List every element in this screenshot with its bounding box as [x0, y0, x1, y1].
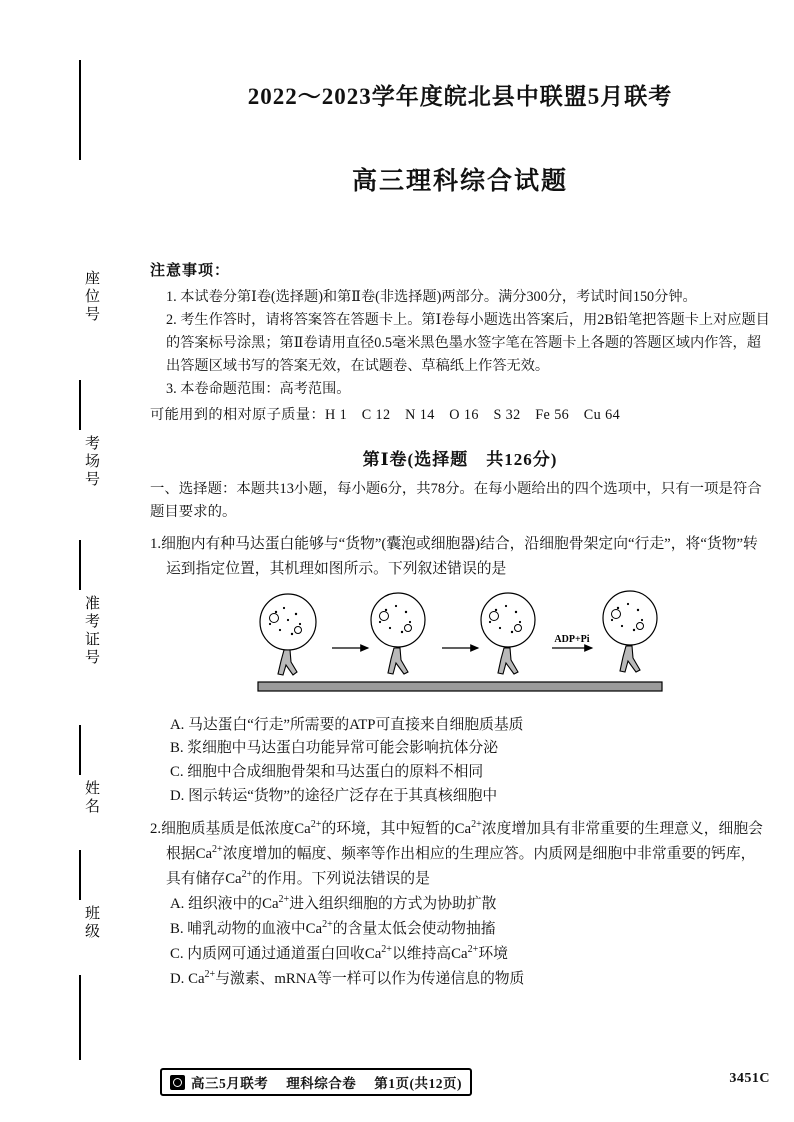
footer-page-label: 第1页(共12页) [374, 1076, 462, 1091]
section-intro: 一、选择题：本题共13小题，每小题6分，共78分。在每小题给出的四个选项中，只有一项是符合题目要求的。 [150, 480, 762, 520]
question-2-stem [150, 817, 770, 892]
diagram-label-adp: ADP+Pi [554, 633, 590, 645]
strip-divider-4 [79, 725, 81, 775]
footer-paper-code: 3451C [729, 1071, 770, 1086]
motor-protein-diagram [240, 590, 680, 708]
question-1 [150, 532, 770, 582]
question-2-option-a: A. 组织液中的$Ca^{2+}$进入组织细胞的方式为协助扩散 [170, 893, 497, 912]
question-2-option-d: D. $Ca^{2+}$与激素、mRNA等一样可以作为传递信息的物质 [170, 968, 525, 987]
question-2 [150, 817, 770, 892]
sidebar-field-class: 班级 [83, 905, 99, 941]
question-2-option-b: B. 哺乳动物的血液中$Ca^{2+}$的含量太低会使动物抽搐 [170, 918, 496, 937]
sidebar-field-name: 姓名 [83, 780, 99, 816]
footer-bar [160, 1068, 472, 1096]
strip-divider-3 [79, 540, 81, 590]
question-1-text: 细胞内有种马达蛋白能够与“货物”(囊泡或细胞器)结合，沿细胞骨架定向“行走”，将“货物”转运到指定位置，其机理如图所示。下列叙述错误的是 [161, 535, 758, 577]
notice-heading: 注意事项： [150, 263, 231, 279]
exam-info-strip [58, 60, 102, 1060]
notice-item: 1. 本试卷分第Ⅰ卷(选择题)和第Ⅱ卷(非选择题)两部分。满分300分，考试时间150分钟。 [166, 289, 697, 305]
question-2-option-c: C. 内质网可通过通道蛋白回收$Ca^{2+}$以维持高$Ca^{2+}$环境 [170, 943, 508, 962]
diagram-svg [240, 590, 680, 708]
question-2-text: 细胞质基质是低浓度$Ca^{2+}$的环境，其中短暂的$Ca^{2+}$浓度增加具有非常重要的生理意义，细胞会根据$Ca^{2+}$浓度增加的幅度、频率等作出相应的生理应答。内质网是细胞中非常重要的钙库，具有储存$Ca^{2+}$的作用。下列说法错误的是 [161, 819, 763, 888]
question-1-option-d: D. 图示转运“货物”的途径广泛存在于其真核细胞中 [170, 788, 498, 805]
exam-paper-body [150, 0, 770, 1122]
page-subtitle: 高三理科综合试题 [351, 168, 568, 195]
footer-exam-label: 高三5月联考 [191, 1076, 269, 1091]
footer-subject-label: 理科综合卷 [286, 1076, 357, 1091]
notice-list [150, 286, 770, 401]
question-1-option-a: A. 马达蛋白“行走”所需要的ATP可直接来自细胞质基质 [170, 716, 524, 733]
question-1-stem [150, 532, 770, 582]
section-title: 第Ⅰ卷(选择题 共126分) [362, 449, 558, 469]
page-footer [150, 1068, 770, 1094]
sidebar-field-seat: 座位号 [83, 270, 99, 324]
question-1-option-c: C. 细胞中合成细胞骨架和马达蛋白的原料不相同 [170, 764, 484, 781]
notice-item [150, 309, 770, 378]
strip-divider-6 [79, 975, 81, 1060]
strip-divider-2 [79, 380, 81, 430]
notice-item-text: 2. 考生作答时，请将答案答在答题卡上。第Ⅰ卷每小题选出答案后，用2B铅笔把答题卡上对应题目的答案标号涂黑；第Ⅱ卷请用直径0.5毫米黑色墨水签字笔在答题卡上各题的答题区域内作答，超出答题区域书写的答案无效，在试题卷、草稿纸上作答无效。 [166, 312, 770, 374]
sidebar-field-admission: 准考证号 [83, 595, 99, 667]
page-title: 2022～2023学年度皖北县中联盟5月联考 [247, 84, 673, 109]
question-1-number: 1. [150, 535, 162, 552]
publisher-logo-icon [170, 1075, 185, 1090]
atomic-mass-line: 可能用到的相对原子质量：H 1 C 12 N 14 O 16 S 32 Fe 56 Cu 64 [150, 407, 621, 423]
strip-divider-5 [79, 850, 81, 900]
sidebar-field-room: 考场号 [83, 435, 99, 489]
notice-item: 3. 本卷命题范围：高考范围。 [166, 381, 351, 397]
question-1-option-b: B. 浆细胞中马达蛋白功能异常可能会影响抗体分泌 [170, 740, 499, 757]
question-2-number: 2. [150, 821, 162, 838]
strip-divider-1 [79, 60, 81, 160]
